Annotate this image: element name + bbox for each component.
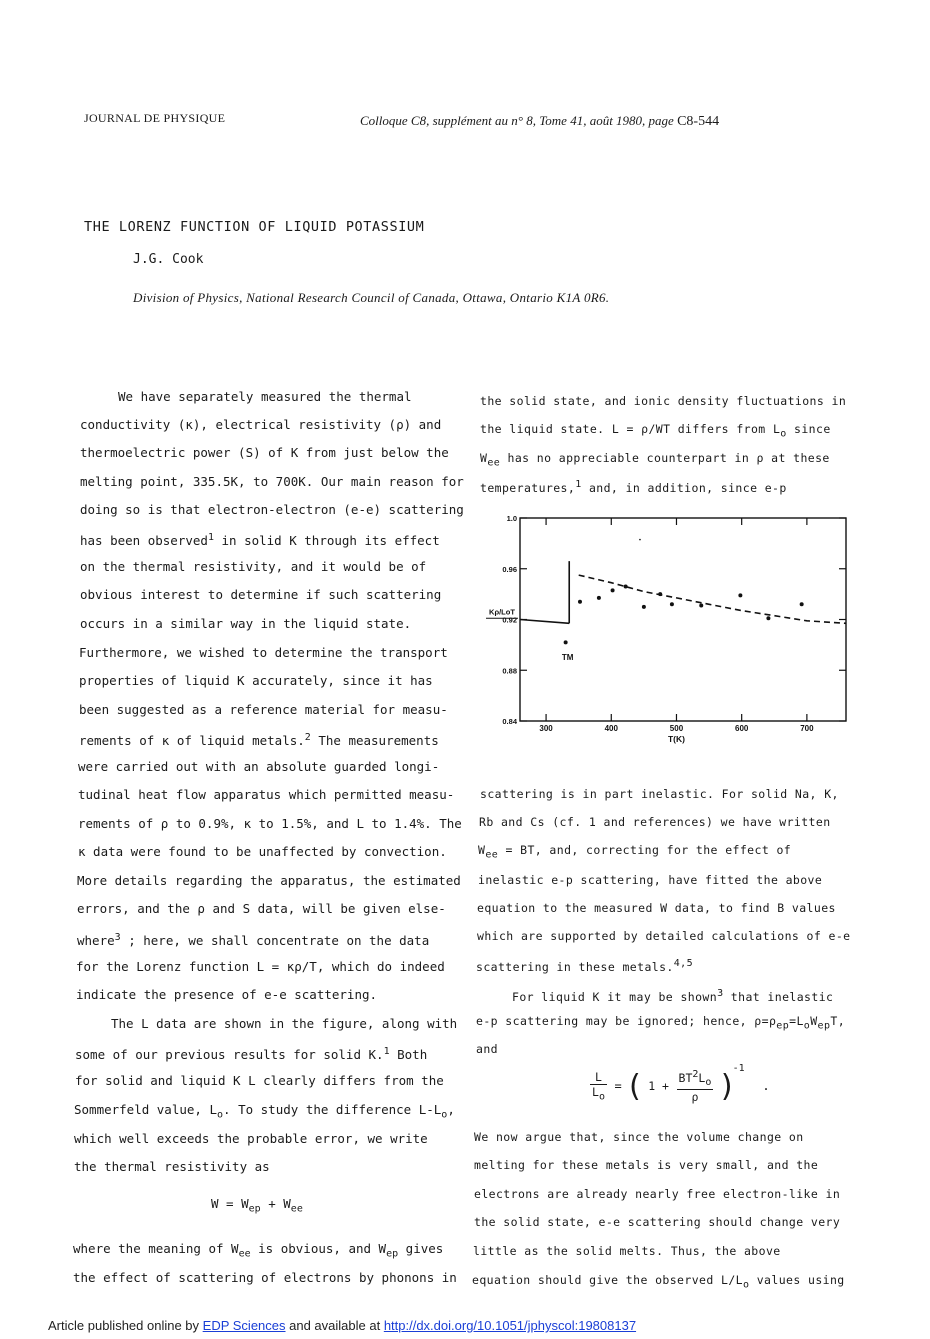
text-line: κ data were found to be unaffected by convection. — [78, 844, 447, 859]
text-line: obvious interest to determine if such scattering — [80, 587, 442, 602]
text-line: We now argue that, since the volume change on — [474, 1130, 804, 1144]
y-tick-label: 0.84 — [502, 717, 517, 726]
x-tick-label: 500 — [669, 724, 684, 733]
doi-link[interactable]: http://dx.doi.org/10.1051/jphyscol:19808137 — [383, 1318, 637, 1333]
text-line: Furthermore, we wished to determine the transport — [79, 645, 448, 660]
citation-text: Colloque C8, supplément au n° 8, Tome 41, août 1980, page — [360, 113, 674, 128]
data-point — [578, 600, 582, 604]
text-line: temperatures,$^1$ and, in addition, since e-p — [480, 479, 787, 495]
data-point — [766, 616, 770, 620]
text-line: scattering is in part inelastic. For solid Na, K, — [480, 787, 839, 801]
text-line: some of our previous results for solid K.$^1$ Both — [75, 1046, 428, 1063]
affiliation: Division of Physics, National Research Council of Canada, Ottawa, Ontario K1A 0R6. — [133, 290, 610, 305]
text-line: errors, and the ρ and S data, will be given else- — [77, 901, 446, 916]
text-line: e-p scattering may be ignored; hence, $\rho=\rho_{ep}=L_oW_{ep}T$, — [476, 1014, 846, 1032]
text-line: for solid and liquid K L clearly differs from the — [75, 1073, 444, 1088]
data-point — [611, 588, 615, 592]
data-point — [564, 640, 568, 644]
data-point — [639, 539, 641, 541]
text-line: $W_{ee}$ = BT, and, correcting for the effect of — [478, 843, 792, 861]
citation-line — [360, 113, 719, 130]
y-tick-label: 0.96 — [502, 564, 517, 574]
solid-phase-line — [520, 620, 569, 624]
x-axis-label: T(K) — [667, 734, 685, 744]
article-title: THE LORENZ FUNCTION OF LIQUID POTASSIUM — [84, 219, 425, 235]
data-point — [699, 604, 703, 608]
text-line: indicate the presence of e-e scattering. — [76, 987, 378, 1002]
text-line: on the thermal resistivity, and it would be of — [80, 559, 427, 574]
text-line: were carried out with an absolute guarded longi- — [78, 759, 440, 774]
data-point — [624, 585, 628, 589]
text-line: the thermal resistivity as — [74, 1159, 270, 1174]
text-line: thermoelectric power (S) of K from just below the — [80, 445, 449, 460]
data-point — [597, 596, 601, 600]
data-point — [642, 605, 646, 609]
text-line: melting point, 335.5K, to 700K. Our main reason for — [80, 474, 464, 489]
text-line: Rb and Cs (cf. 1 and references) we have written — [479, 815, 831, 829]
author-name: J.G. Cook — [133, 252, 204, 267]
text-line: properties of liquid K accurately, since it has — [79, 673, 433, 688]
footer-middle: and available at — [285, 1318, 384, 1333]
text-line: little as the solid melts. Thus, the above — [473, 1244, 781, 1258]
text-line: $W_{ee}$ has no appreciable counterpart in ρ at these — [480, 451, 830, 469]
text-line: melting for these metals is very small, and the — [474, 1158, 819, 1172]
data-point — [658, 592, 662, 596]
liquid-fit-curve — [579, 575, 846, 623]
data-point — [670, 602, 674, 606]
equation-l-over-lo: $\frac{L}{L_o}$ = ( 1 + $\frac{BT^2L_o}{\rho}$ )$^{-1}$ . — [592, 1062, 770, 1104]
y-tick-label: 0.92 — [502, 615, 517, 625]
text-line: has been observed$^1$ in solid K through its effect — [80, 532, 440, 549]
x-tick-label: 700 — [800, 724, 814, 733]
data-point — [738, 593, 742, 597]
text-line: rements of ρ to 0.9%, κ to 1.5%, and L to 1.4%. The — [78, 816, 462, 831]
y-tick-label: 0.88 — [502, 666, 517, 676]
text-line: inelastic e-p scattering, have fitted the above — [478, 873, 823, 887]
text-line: the liquid state. L = ρ/WT differs from $L_o$ since — [480, 422, 831, 440]
text-line: where$^3$ ; here, we shall concentrate on the data — [77, 932, 430, 949]
data-point — [800, 602, 804, 606]
text-line: scattering in these metals.$^{4,5}$ — [476, 958, 694, 974]
text-line: rements of κ of liquid metals.$^2$ The measurements — [79, 732, 439, 749]
text-line: tudinal heat flow apparatus which permitted measu- — [78, 787, 455, 802]
text-line: The L data are shown in the figure, along with — [111, 1016, 458, 1031]
page-number: C8-544 — [677, 114, 720, 129]
text-line: For liquid K it may be shown$^3$ that inelastic — [512, 988, 834, 1004]
equation-w: $W = W_{ep} + W_{ee}$ — [211, 1196, 303, 1215]
text-line: electrons are already nearly free electron-like in — [474, 1187, 841, 1201]
melting-point-annotation: TM — [561, 653, 574, 663]
text-line: the solid state, and ionic density fluctuations in — [480, 394, 847, 408]
text-line: doing so is that electron-electron (e-e) scattering — [80, 502, 464, 517]
lorenz-chart — [470, 508, 860, 753]
text-line: the solid state, e-e scattering should change very — [474, 1215, 841, 1229]
x-tick-label: 600 — [735, 724, 749, 733]
footer — [48, 1318, 636, 1333]
publisher-link[interactable]: EDP Sciences — [202, 1318, 286, 1333]
text-line: and — [476, 1042, 498, 1056]
text-line: occurs in a similar way in the liquid state. — [80, 616, 412, 631]
x-tick-label: 300 — [539, 724, 553, 733]
text-line: the effect of scattering of electrons by phonons in — [73, 1270, 457, 1285]
text-line: Sommerfeld value, $L_o$. To study the difference $L-L_o$, — [74, 1102, 455, 1121]
x-tick-label: 400 — [604, 724, 618, 733]
journal-name: JOURNAL DE PHYSIQUE — [84, 111, 226, 125]
text-line: which well exceeds the probable error, we write — [74, 1131, 428, 1146]
text-line: equation should give the observed $L/L_o$ values using — [472, 1273, 845, 1291]
text-line: More details regarding the apparatus, the estimated — [77, 873, 461, 888]
text-line: for the Lorenz function L = κρ/T, which do indeed — [76, 959, 445, 974]
y-tick-label: 1.0 — [506, 514, 517, 523]
text-line: which are supported by detailed calculations of e-e — [477, 929, 851, 943]
text-line: been suggested as a reference material for measu- — [79, 702, 448, 717]
text-line: conductivity (κ), electrical resistivity (ρ) and — [80, 417, 442, 432]
footer-prefix: Article published online by — [48, 1318, 203, 1333]
text-line: equation to the measured W data, to find B values — [477, 901, 836, 915]
y-axis-label: Kρ/LoT — [489, 607, 515, 617]
text-line: We have separately measured the thermal — [118, 389, 412, 404]
text-line: where the meaning of $W_{ee}$ is obvious, and $W_{ep}$ gives — [73, 1241, 444, 1260]
